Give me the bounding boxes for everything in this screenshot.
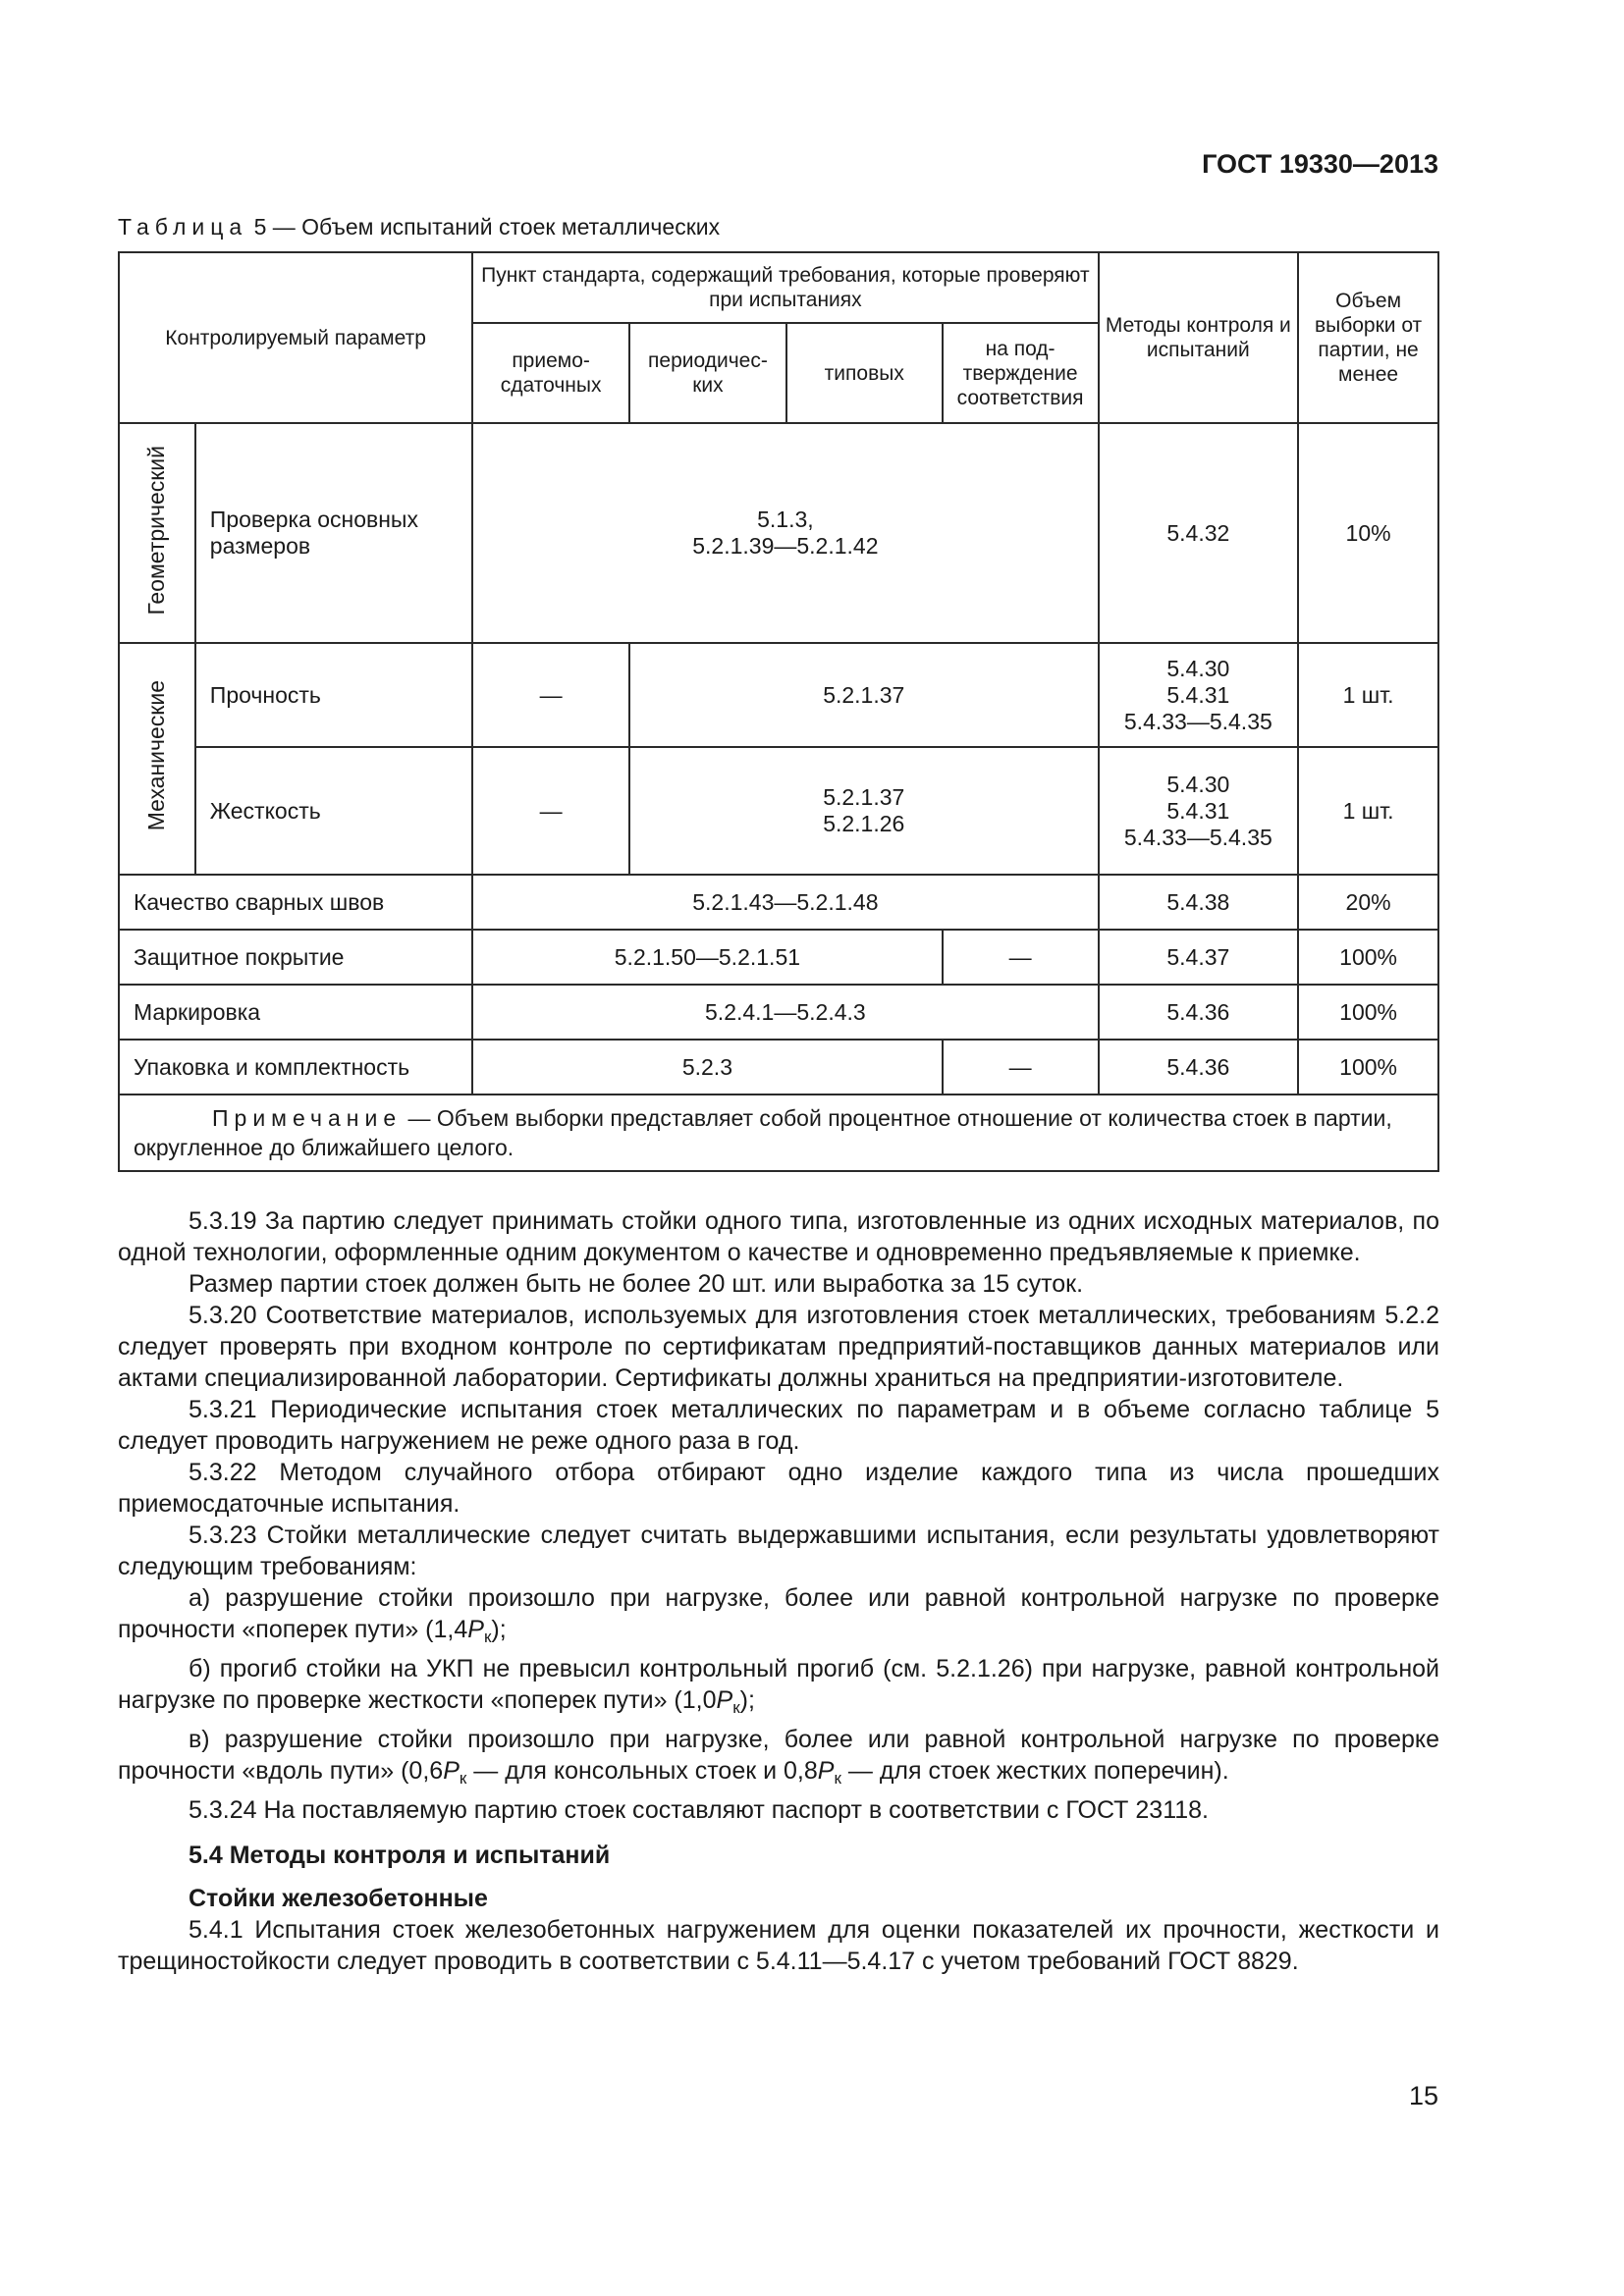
param-protective-coating: Защитное покрытие <box>119 930 472 985</box>
table-caption <box>118 214 720 240</box>
header-periodic: периодичес-ких <box>629 323 786 423</box>
param-marking: Маркировка <box>119 985 472 1040</box>
requirement-b-text: б) прогиб стойки на УКП не превысил контрольный прогиб (см. 5.2.1.26) при нагрузке, равной контрольной нагрузке по проверке жесткости «поперек пути» (1,0 <box>118 1655 1439 1714</box>
sample-main-dimensions: 10% <box>1298 423 1438 643</box>
param-packaging: Упаковка и комплектность <box>119 1040 472 1095</box>
method-marking: 5.4.36 <box>1099 985 1299 1040</box>
requirement-c-text: в) разрушение стойки произошло при нагрузке, более или равной контрольной нагрузке по проверке прочности «вдоль пути» (0,6 <box>118 1726 1439 1785</box>
requirement-b <box>118 1653 1439 1724</box>
clause-packaging: 5.2.3 <box>472 1040 942 1095</box>
method-line: 5.4.31 <box>1166 681 1230 708</box>
requirement-c-end: — для стоек жестких поперечин). <box>840 1757 1229 1785</box>
requirement-c <box>118 1724 1439 1794</box>
clause-5-3-21: 5.3.21 Периодические испытания стоек металлических по параметрам и в объеме согласно таблице 5 следует проводить нагружением не реже одного раза в год. <box>118 1396 1439 1455</box>
sample-packaging: 100% <box>1298 1040 1438 1095</box>
sample-strength: 1 шт. <box>1298 643 1438 747</box>
method-stiffness <box>1099 747 1299 875</box>
requirement-a <box>118 1582 1439 1653</box>
requirement-a-end: ); <box>491 1616 507 1643</box>
method-packaging: 5.4.36 <box>1099 1040 1299 1095</box>
body-text <box>118 1205 1439 1977</box>
requirement-a-text: а) разрушение стойки произошло при нагрузке, более или равной контрольной нагрузке по проверке прочности «поперек пути» (1,4 <box>118 1584 1439 1643</box>
header-sample-size: Объем выборки от партии, не менее <box>1298 252 1438 423</box>
param-strength: Прочность <box>195 643 472 747</box>
conformity-packaging: — <box>943 1040 1099 1095</box>
clause-5-4-1: 5.4.1 Испытания стоек железобетонных нагружением для оценки показателей их прочности, жесткости и трещиностойкости следует проводить в соответствии с 5.4.11—5.4.17 с учетом требований ГОСТ 8829. <box>118 1916 1439 1975</box>
sample-weld-quality: 20% <box>1298 875 1438 930</box>
header-standard-clause: Пункт стандарта, содержащий требования, которые проверяют при испытаниях <box>472 252 1098 323</box>
acceptance-stiffness: — <box>472 747 629 875</box>
section-heading-5-4: 5.4 Методы контроля и испытаний <box>189 1842 611 1869</box>
lot-size-paragraph: Размер партии стоек должен быть не более 20 шт. или выработка за 15 суток. <box>189 1270 1084 1298</box>
param-stiffness: Жесткость <box>195 747 472 875</box>
clause-weld-quality: 5.2.1.43—5.2.1.48 <box>472 875 1098 930</box>
clause-5-3-22: 5.3.22 Методом случайного отбора отбирают одно изделие каждого типа из числа прошедших приемосдаточные испытания. <box>118 1459 1439 1518</box>
load-subscript: к <box>732 1698 740 1717</box>
group-geometric-label: Геометрический <box>143 445 170 615</box>
method-line: 5.4.33—5.4.35 <box>1123 708 1272 734</box>
clause-5-3-23: 5.3.23 Стойки металлические следует считать выдержавшими испытания, если результаты удовлетворяют следующим требованиям: <box>118 1522 1439 1580</box>
method-weld-quality: 5.4.38 <box>1099 875 1299 930</box>
sample-stiffness: 1 шт. <box>1298 747 1438 875</box>
param-weld-quality: Качество сварных швов <box>119 875 472 930</box>
load-subscript: к <box>459 1769 467 1788</box>
group-geometric <box>119 423 195 643</box>
requirement-c-middle: — для консольных стоек и 0,8 <box>466 1757 818 1785</box>
conformity-protective-coating: — <box>943 930 1099 985</box>
group-mechanical <box>119 643 195 875</box>
method-main-dimensions: 5.4.32 <box>1099 423 1299 643</box>
method-line: 5.4.30 <box>1166 655 1230 681</box>
table-note <box>119 1095 1438 1171</box>
clause-main-dimensions <box>472 423 1098 643</box>
method-protective-coating: 5.4.37 <box>1099 930 1299 985</box>
load-symbol: P <box>443 1757 460 1785</box>
clause-5-3-24: 5.3.24 На поставляемую партию стоек составляют паспорт в соответствии с ГОСТ 23118. <box>189 1796 1210 1824</box>
load-symbol: P <box>817 1757 835 1785</box>
group-mechanical-label: Механические <box>143 680 170 831</box>
load-subscript: к <box>483 1628 492 1646</box>
clause-strength: 5.2.1.37 <box>629 643 1099 747</box>
clause-line: 5.2.1.26 <box>823 811 905 836</box>
load-subscript: к <box>834 1769 841 1788</box>
clause-protective-coating: 5.2.1.50—5.2.1.51 <box>472 930 942 985</box>
method-line: 5.4.30 <box>1166 771 1230 797</box>
clause-line: 5.1.3, <box>757 507 814 532</box>
header-acceptance: приемо-сдаточных <box>472 323 629 423</box>
sample-marking: 100% <box>1298 985 1438 1040</box>
method-strength <box>1099 643 1299 747</box>
note-text: — Объем выборки представляет собой процентное отношение от количества стоек в партии, округленное до ближайшего целого. <box>134 1105 1392 1160</box>
subsection-heading: Стойки железобетонные <box>189 1885 488 1912</box>
header-controlled-parameter: Контролируемый параметр <box>119 252 472 423</box>
header-conformity: на под-тверждение соответствия <box>943 323 1099 423</box>
test-scope-table <box>118 251 1439 1172</box>
clause-line: 5.2.1.39—5.2.1.42 <box>692 533 879 559</box>
clause-5-3-19: 5.3.19 За партию следует принимать стойки одного типа, изготовленные из одних исходных материалов, по одной технологии, оформленные одним документом о качестве и одновременно предъявляемые к приемке. <box>118 1207 1439 1266</box>
note-word: Примечание <box>212 1105 403 1131</box>
clause-line: 5.2.1.37 <box>823 784 905 810</box>
method-line: 5.4.33—5.4.35 <box>1123 824 1272 850</box>
load-symbol: P <box>716 1686 733 1714</box>
document-code: ГОСТ 19330—2013 <box>1202 149 1438 179</box>
load-symbol: P <box>467 1616 484 1643</box>
header-methods: Методы контроля и испытаний <box>1099 252 1299 423</box>
sample-protective-coating: 100% <box>1298 930 1438 985</box>
table-caption-word: Таблица <box>118 214 248 240</box>
table-caption-text: 5 — Объем испытаний стоек металлических <box>253 214 721 240</box>
clause-stiffness <box>629 747 1099 875</box>
clause-5-3-20: 5.3.20 Соответствие материалов, используемых для изготовления стоек металлических, требованиям 5.2.2 следует проверять при входном контроле по сертификатам предприятий-поставщиков данных материалов или актами специализированной лаборатории. Сертификаты должны храниться на предприятии-изготовителе. <box>118 1302 1439 1392</box>
method-line: 5.4.31 <box>1166 797 1230 824</box>
clause-marking: 5.2.4.1—5.2.4.3 <box>472 985 1098 1040</box>
header-type: типовых <box>786 323 943 423</box>
param-main-dimensions: Проверка основных размеров <box>195 423 472 643</box>
page-number: 15 <box>1408 2081 1438 2110</box>
requirement-b-end: ); <box>739 1686 755 1714</box>
acceptance-strength: — <box>472 643 629 747</box>
